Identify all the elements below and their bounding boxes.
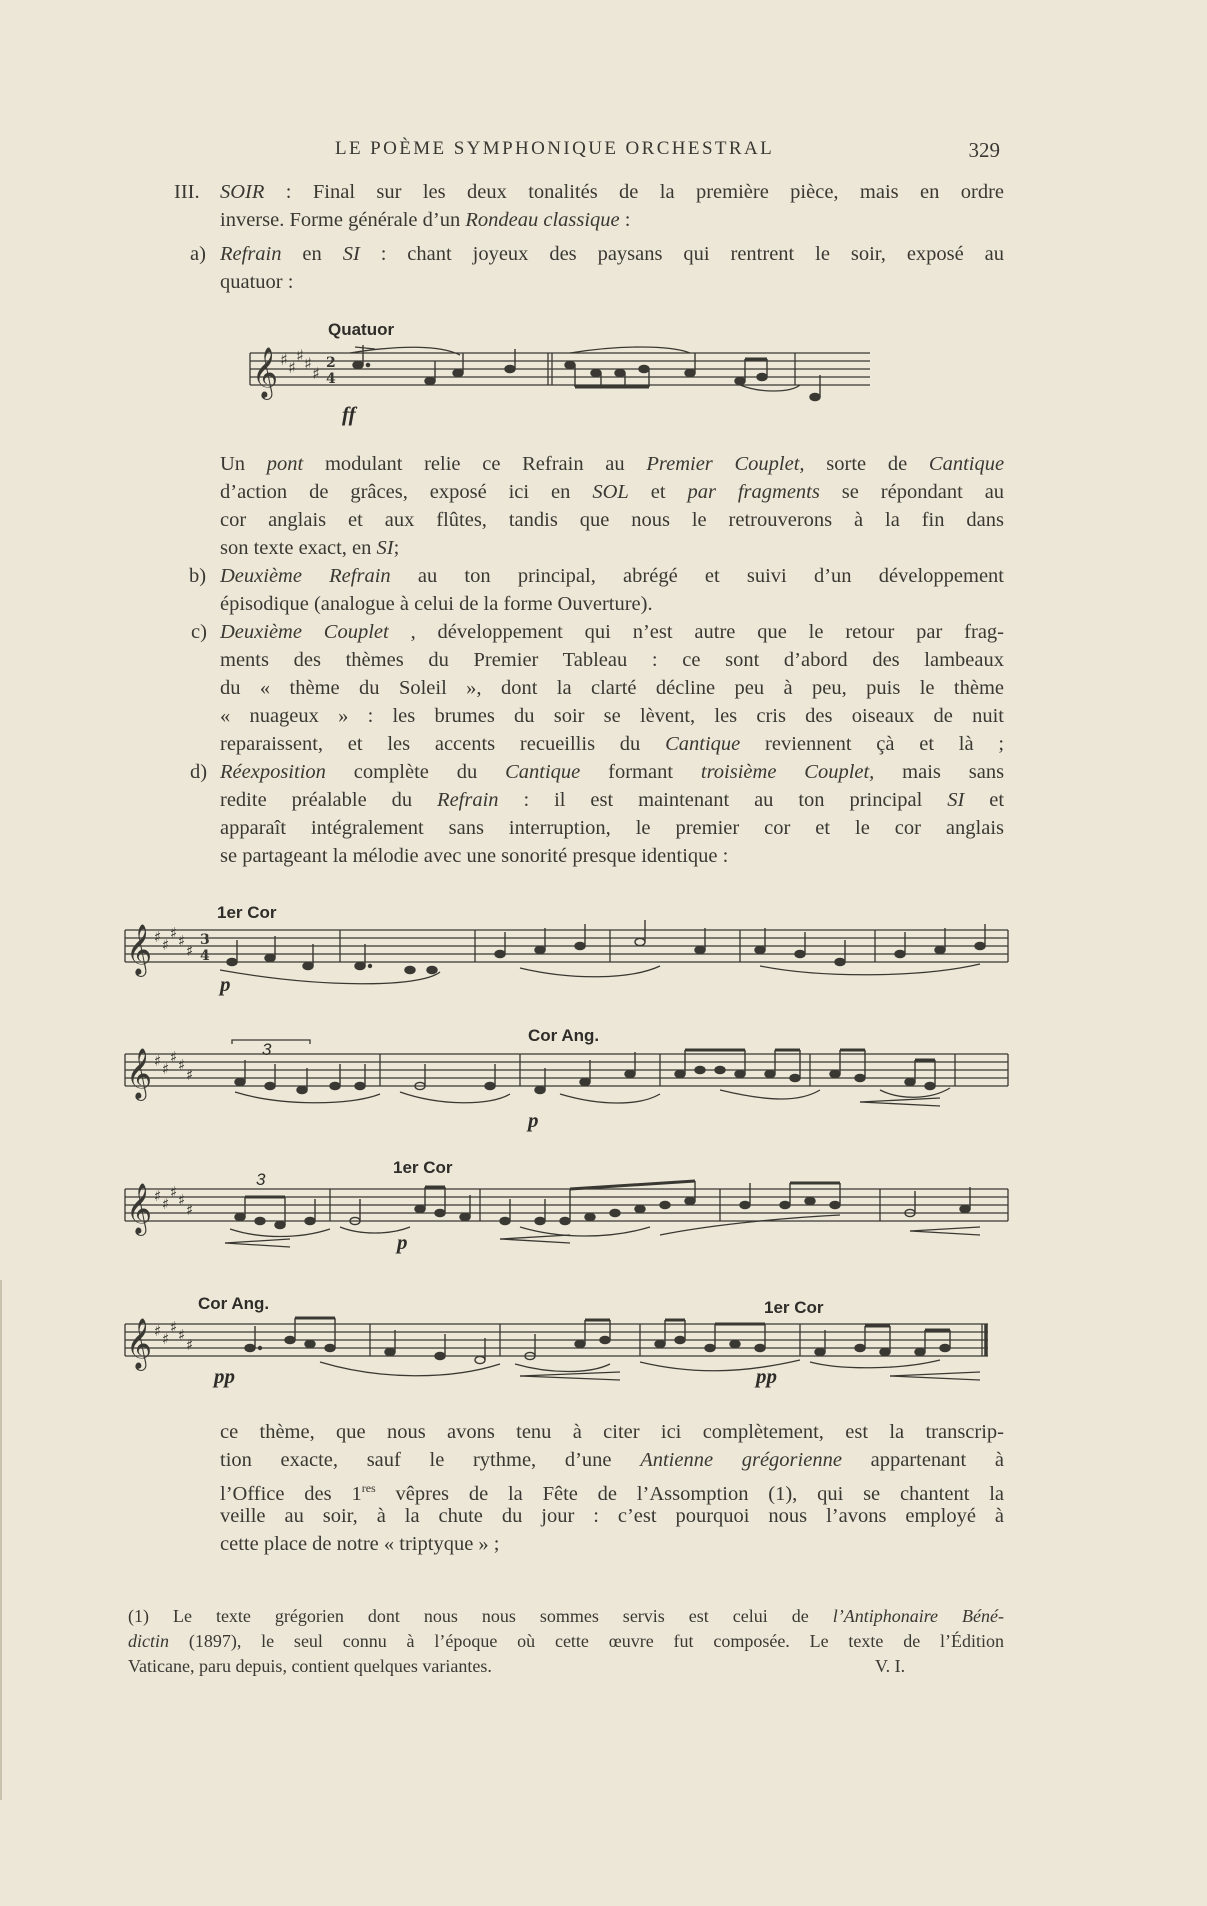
- svg-text:♯: ♯: [154, 1322, 162, 1340]
- staff-label-1er-cor: 1er Cor: [217, 903, 277, 922]
- item-letter: a): [190, 243, 206, 265]
- svg-text:𝄞: 𝄞: [252, 347, 279, 398]
- svg-text:♯: ♯: [178, 1191, 186, 1209]
- svg-text:♯: ♯: [296, 346, 304, 365]
- svg-text:♯: ♯: [186, 1336, 194, 1354]
- pont-paragraph: Un pont modulant relie ce Refrain au Premier Couplet, sorte de Cantique d’action de grâces, exposé ici en SOL et par fragments se répondant au cor anglais et aux flûtes, tandis que nous le retrouverons à la fin dans son texte exact, en SI;: [220, 453, 1005, 559]
- svg-text:♯: ♯: [154, 1187, 162, 1205]
- music-staff-row-2: [120, 1040, 1015, 1110]
- svg-text:4: 4: [200, 948, 210, 964]
- svg-text:♯: ♯: [280, 350, 288, 369]
- dynamic-p-2: p: [528, 1108, 539, 1132]
- section-soir: III. SOIR : Final sur les deux tonalités de la première pièce, mais en ordre inverse. Forme générale d’un Rondeau classique :: [220, 178, 1004, 234]
- svg-text:♯: ♯: [162, 1195, 170, 1213]
- staff-label-cor-ang-2: Cor Ang.: [198, 1294, 270, 1313]
- svg-text:♯: ♯: [170, 1048, 178, 1066]
- svg-text:♯: ♯: [288, 358, 296, 377]
- svg-text:♯: ♯: [312, 364, 320, 383]
- dynamic-pp: pp: [214, 1364, 235, 1388]
- dynamic-p: p: [220, 972, 231, 996]
- svg-text:2: 2: [326, 355, 336, 371]
- footnote: (1) Le texte grégorien dont nous nous sommes servis est celui de l’Antiphonaire Béné- dictin (1897), le seul connu à l’époque où cette œuvre fut composée. Le texte de l’Édition Vaticane, paru depuis, contient quelques variantes. V. I.: [128, 1604, 1004, 1679]
- item-d: d) Réexposition complète du Cantique formant troisième Couplet, mais sans redite préalable du Refrain : il est maintenant au ton principal SI et apparaît intégralement sans interruption, le premier cor et le cor anglais se partageant la mélodie avec une sonorité presque identique :: [190, 761, 1005, 867]
- svg-text:♯: ♯: [162, 1060, 170, 1078]
- item-c: c) Deuxième Couplet , développement qui n’est autre que le retour par frag- ments des thèmes du Premier Tableau : ce sont d’abord des lambeaux du « thème du Soleil », dont la clarté décline peu à peu, puis le thème « nuageux » : les brumes du soir se lèvent, les cris des oiseaux de nuit reparaissent, et les accents recueillis du Cantique reviennent çà et là ;: [191, 621, 1005, 755]
- svg-text:♯: ♯: [162, 1330, 170, 1348]
- footnote-signature: V. I.: [875, 1656, 906, 1676]
- dynamic-pp-2: pp: [756, 1364, 777, 1388]
- item-a: a) Refrain en SI : chant joyeux des paysans qui rentrent le soir, exposé au quatuor :: [220, 240, 1004, 296]
- svg-text:𝄞: 𝄞: [126, 1318, 153, 1369]
- triplet-mark-2: 3: [256, 1170, 266, 1189]
- svg-text:♯: ♯: [170, 924, 178, 942]
- running-title: LE POÈME SYMPHONIQUE ORCHESTRAL: [335, 138, 775, 159]
- triplet-mark: 3: [262, 1040, 272, 1059]
- svg-text:♯: ♯: [154, 1052, 162, 1070]
- svg-text:♯: ♯: [178, 932, 186, 950]
- page-number: 329: [968, 138, 1000, 162]
- svg-text:𝄞: 𝄞: [126, 1183, 153, 1234]
- music-staff-row-4: [120, 1310, 1015, 1390]
- svg-text:4: 4: [326, 371, 336, 387]
- svg-text:♯: ♯: [170, 1183, 178, 1201]
- music-staff-row-3: [120, 1175, 1015, 1255]
- music-example-refrain: [240, 345, 880, 415]
- svg-text:♯: ♯: [178, 1326, 186, 1344]
- section-label: SOIR: [220, 181, 265, 203]
- svg-text:♯: ♯: [186, 1066, 194, 1084]
- svg-text:𝄞: 𝄞: [126, 924, 153, 975]
- section-number: III.: [174, 181, 200, 203]
- staff-label-quatuor: Quatuor: [328, 320, 395, 339]
- svg-text:♯: ♯: [154, 928, 162, 946]
- svg-text:𝄞: 𝄞: [126, 1048, 153, 1099]
- closing-paragraph: ce thème, que nous avons tenu à citer ici complètement, est la transcrip- tion exacte, sauf le rythme, d’une Antienne grégorienne appartenant à l’Office des 1res vêpres de la Fête de l’Assomption (1), qui se chantent la veille au soir, à la chute du jour : c’est pourquoi nous l’avons employé à cette place de notre « triptyque » ;: [220, 1421, 1004, 1555]
- svg-text:3: 3: [200, 932, 210, 948]
- staff-label-cor-ang: Cor Ang.: [528, 1026, 600, 1045]
- item-b: b) Deuxième Refrain au ton principal, abrégé et suivi d’un développement épisodique (analogue à celui de la forme Ouverture).: [189, 565, 1004, 615]
- running-header: [220, 138, 1004, 164]
- page-edge-shadow: [0, 1280, 2, 1800]
- svg-text:♯: ♯: [170, 1318, 178, 1336]
- svg-text:♯: ♯: [178, 1056, 186, 1074]
- svg-text:♯: ♯: [162, 936, 170, 954]
- svg-text:♯: ♯: [186, 942, 194, 960]
- dynamic-ff: ff: [342, 402, 356, 426]
- svg-text:♯: ♯: [304, 354, 312, 373]
- music-staff-row-1: [120, 920, 1015, 990]
- svg-text:♯: ♯: [186, 1201, 194, 1219]
- dynamic-p-3: p: [397, 1230, 408, 1254]
- staff-label-1er-cor-2: 1er Cor: [393, 1158, 453, 1177]
- staff-label-1er-cor-3: 1er Cor: [764, 1298, 824, 1317]
